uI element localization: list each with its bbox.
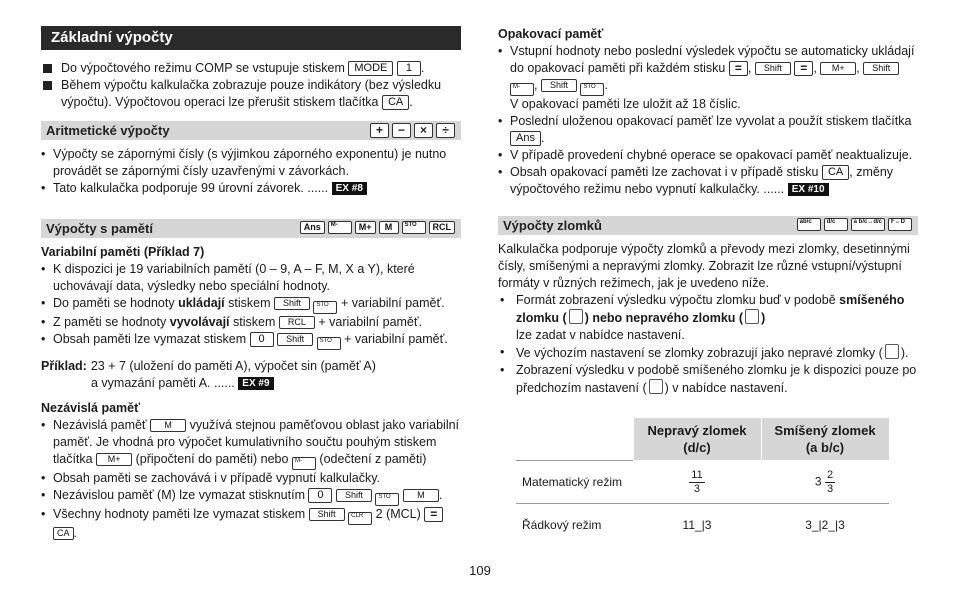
ans-key: Ans bbox=[300, 221, 325, 234]
equals-key: = bbox=[794, 61, 813, 76]
bullet-text: Nezávislá paměť bbox=[53, 418, 147, 432]
bullet-text: , změny výpočtového režimu nebo vypnutí kalkulačky. ...... bbox=[510, 165, 894, 196]
intro-text: Do výpočtového režimu COMP se vstupuje stiskem bbox=[61, 61, 345, 75]
section-heading-arithmetic bbox=[41, 121, 461, 140]
whole-part: 3 bbox=[814, 474, 822, 489]
independent-memory-heading: Nezávislá paměť bbox=[41, 401, 141, 415]
repeat-bullet-3: • V případě provedení chybné operace se opakovací paměť neaktualizuje. bbox=[498, 147, 918, 164]
fraction-keys bbox=[797, 218, 912, 231]
ab-c-to-d-c-key: a b/c↔d/c bbox=[851, 218, 885, 231]
var-bullet-2 bbox=[41, 295, 461, 314]
denominator: 3 bbox=[826, 482, 834, 495]
bullet-text: . bbox=[540, 131, 545, 145]
shift-key: Shift bbox=[336, 489, 372, 502]
numerator: 2 bbox=[826, 468, 834, 481]
fraction-format-table bbox=[516, 417, 890, 546]
sto-key: STO bbox=[317, 337, 341, 350]
ind-bullet-3 bbox=[41, 487, 461, 506]
example-text: a vymazání paměti A. ...... bbox=[91, 376, 235, 390]
bullet-text: lze zadat v nabídce nastavení. bbox=[516, 328, 685, 342]
section-title: Výpočty zlomků bbox=[503, 218, 602, 233]
zero-key: 0 bbox=[250, 332, 274, 347]
sto-key: STO bbox=[580, 83, 604, 96]
zero-key: 0 bbox=[308, 488, 332, 503]
denominator: 3 bbox=[693, 482, 701, 495]
table-row bbox=[516, 461, 889, 504]
bullet-text: . bbox=[73, 526, 77, 540]
bullet-text: stiskem bbox=[228, 296, 271, 310]
shift-key: Shift bbox=[274, 297, 310, 310]
m-plus-key: M+ bbox=[820, 62, 856, 75]
bullet-text: Obsah opakovací paměti lze zachovat i v případě stisku bbox=[510, 165, 819, 179]
m-plus-key: M+ bbox=[96, 453, 132, 466]
plus-key: + bbox=[370, 123, 389, 138]
variable-memory-heading: Variabilní paměti (Příklad 7) bbox=[41, 245, 205, 259]
improper-fraction bbox=[689, 469, 704, 496]
example-badge: EX #8 bbox=[332, 182, 367, 195]
col-improper-header bbox=[633, 418, 761, 461]
page-number: 109 bbox=[469, 563, 491, 578]
bullet-text: + variabilní paměť. bbox=[344, 332, 448, 346]
ind-bullet-4 bbox=[41, 506, 461, 542]
col-mixed-header bbox=[761, 418, 889, 461]
row-label: Řádkový režim bbox=[516, 504, 633, 547]
section-heading-fractions bbox=[498, 216, 918, 235]
ind-bullet-2: • Obsah paměti se zachovává i v případě vypnutí kalkulačky. bbox=[41, 470, 461, 487]
f-to-d-key: F↔D bbox=[888, 218, 912, 231]
arith-bullet-1: • Výpočty se zápornými čísly (s výjimkou záporného exponentu) je nutno provádět se zápornými čísly uzavřenými v závorkách. bbox=[41, 146, 461, 180]
bullet-text: (připočtení do paměti) nebo bbox=[135, 452, 289, 466]
section-title: Aritmetické výpočty bbox=[46, 123, 170, 138]
m-key: M bbox=[403, 489, 439, 502]
intro-text: Během výpočtu kalkulačka zobrazuje pouze indikátory (bez výsledku výpočtu). Výpočtovou operaci lze přerušit stiskem tlačítka bbox=[61, 78, 442, 109]
improper-fraction-icon bbox=[885, 344, 899, 359]
bullet-text: využívá stejnou paměťovou oblast jako variabilní paměť. Je vhodná pro výpočet kumulativního součtu pouhým stiskem tlačítka bbox=[53, 418, 460, 466]
bullet-text: Formát zobrazení výsledku výpočtu zlomku buď v podobě bbox=[516, 293, 836, 307]
m-key: M bbox=[150, 419, 186, 432]
table-cell: 3_|2_|3 bbox=[761, 504, 889, 547]
bullet-bold: ) nebo nepravého zlomku ( bbox=[584, 311, 744, 325]
divide-key: ÷ bbox=[436, 123, 455, 138]
bullet-text: V opakovací paměti lze uložit až 18 číslic. bbox=[510, 97, 741, 111]
repeat-bullet-1: • Vstupní hodnoty nebo poslední výsledek výpočtu se automaticky ukládají do opakovací paměti při každém stisku = , Shift = , M+ , Shift M- , Shift STO . V opakovací paměti lze uložit až 18 číslic. bbox=[498, 43, 918, 113]
intro-post: . bbox=[409, 95, 413, 109]
m-minus-key: M- bbox=[328, 221, 352, 234]
bullet-text: ) v nabídce nastavení. bbox=[664, 381, 788, 395]
example-text: 23 + 7 (uložení do paměti A), výpočet sin (paměť A) bbox=[90, 359, 376, 373]
bullet-text: Zobrazení výsledku v podobě smíšeného zlomku je k dispozici pouze po předchozím nastavení ( bbox=[516, 363, 917, 395]
ab-c-key: ab/c bbox=[797, 218, 821, 231]
section-heading-memory bbox=[41, 219, 461, 238]
one-key: 1 bbox=[397, 61, 421, 76]
fraction-bullet-2 bbox=[498, 344, 918, 362]
bullet-text: Ve výchozím nastavení se zlomky zobrazují jako nepravé zlomky ( bbox=[516, 346, 883, 360]
table-cell: 11_|3 bbox=[633, 504, 761, 547]
bullet-text: Vstupní hodnoty nebo poslední výsledek výpočtu se automaticky ukládají do opakovací paměti při každém stisku bbox=[510, 44, 915, 75]
shift-key: Shift bbox=[541, 79, 577, 92]
example-line-1 bbox=[41, 358, 461, 375]
bullet-bold: ukládají bbox=[178, 296, 225, 310]
sto-key: STO bbox=[402, 221, 426, 234]
table-row bbox=[516, 504, 889, 547]
ans-key: Ans bbox=[510, 131, 541, 146]
sto-key: STO bbox=[313, 301, 337, 314]
mode-key: MODE bbox=[348, 61, 393, 76]
table-cell bbox=[761, 461, 889, 504]
bullet-text: ). bbox=[900, 346, 909, 360]
col-header-sub: (d/c) bbox=[683, 440, 711, 455]
arith-text: Tato kalkulačka podporuje 99 úrovní závorek. ...... bbox=[53, 181, 329, 195]
intro-item-1 bbox=[41, 60, 461, 77]
bullet-text: Poslední uloženou opakovací paměť lze vyvolat a použít stiskem tlačítka bbox=[510, 114, 912, 128]
fraction-bullet-1 bbox=[498, 292, 918, 344]
bullet-text: Do paměti se hodnoty bbox=[53, 296, 175, 310]
mixed-fraction-icon bbox=[569, 309, 583, 324]
var-bullet-3 bbox=[41, 314, 461, 331]
m-plus-key: M+ bbox=[355, 221, 376, 234]
bullet-text: + variabilní paměť. bbox=[318, 315, 423, 329]
sto-key: STO bbox=[375, 493, 399, 506]
repeat-bullet-2 bbox=[498, 113, 918, 147]
var-bullet-4 bbox=[41, 331, 461, 350]
shift-key: Shift bbox=[863, 62, 899, 75]
col-header-sub: (a b/c) bbox=[805, 440, 845, 455]
ca-key: CA bbox=[53, 527, 74, 540]
times-key: × bbox=[414, 123, 433, 138]
var-bullet-1: • K dispozici je 19 variabilních pamětí (0 – 9, A – F, M, X a Y), které uchovávají data, výsledky nebo speciální hodnoty. bbox=[41, 261, 461, 295]
right-column bbox=[498, 26, 918, 546]
mixed-fraction bbox=[825, 469, 835, 496]
example-badge: EX #9 bbox=[238, 377, 273, 390]
repeat-memory-heading: Opakovací paměť bbox=[498, 27, 604, 41]
m-key: M bbox=[379, 221, 399, 234]
intro-item-2 bbox=[41, 77, 461, 111]
bullet-bold: ) bbox=[761, 311, 766, 325]
equals-key: = bbox=[729, 61, 748, 76]
left-column bbox=[41, 26, 461, 542]
repeat-bullet-4 bbox=[498, 164, 918, 198]
bullet-text: . bbox=[438, 488, 443, 502]
bullet-bold: vyvolávají bbox=[169, 315, 230, 329]
example-line-2 bbox=[41, 375, 461, 392]
bullet-text: Z paměti se hodnoty bbox=[53, 315, 167, 329]
main-title: Základní výpočty bbox=[41, 26, 461, 50]
m-minus-key: M- bbox=[510, 83, 534, 96]
bullet-text: stiskem bbox=[233, 315, 276, 329]
mixed-fraction-icon bbox=[649, 379, 663, 394]
numerator: 11 bbox=[691, 468, 703, 481]
example-block bbox=[41, 358, 461, 392]
ind-bullet-1 bbox=[41, 417, 461, 470]
bullet-text: Všechny hodnoty paměti lze vymazat stiskem bbox=[53, 507, 306, 521]
arith-keys bbox=[370, 123, 455, 138]
bullet-text: + variabilní paměť. bbox=[340, 296, 445, 310]
arith-bullet-2 bbox=[41, 180, 461, 197]
fractions-intro: Kalkulačka podporuje výpočty zlomků a převody mezi zlomky, desetinnými čísly, smíšenými a nepravými zlomky. Zobrazit lze různé vstupní/výstupní formáty v různých režimech, jak je uvedeno níže. bbox=[498, 242, 910, 290]
minus-key: − bbox=[392, 123, 411, 138]
example-label: Příklad: bbox=[41, 359, 87, 373]
equals-key: = bbox=[424, 507, 443, 522]
row-label: Matematický režim bbox=[516, 461, 633, 504]
clr-key: CLR bbox=[348, 512, 372, 525]
shift-key: Shift bbox=[277, 333, 313, 346]
ca-key: CA bbox=[822, 165, 849, 180]
bullet-text: 2 (MCL) bbox=[375, 507, 421, 521]
table-header-row bbox=[516, 418, 889, 461]
bullet-bold: smíšeného zlomku ( bbox=[516, 293, 905, 325]
bullet-text: Obsah paměti lze vymazat stiskem bbox=[53, 332, 247, 346]
intro-post: . bbox=[420, 61, 425, 75]
shift-key: Shift bbox=[755, 62, 791, 75]
memory-keys bbox=[300, 221, 455, 234]
improper-fraction-icon bbox=[745, 309, 759, 324]
shift-key: Shift bbox=[309, 508, 345, 521]
rcl-key: RCL bbox=[429, 221, 456, 234]
table-cell bbox=[633, 461, 761, 504]
m-minus-key: M- bbox=[292, 457, 316, 470]
bullet-text: (odečtení z paměti) bbox=[319, 452, 427, 466]
ca-key: CA bbox=[382, 95, 409, 110]
bullet-text: Nezávislou paměť (M) lze vymazat stisknutím bbox=[53, 488, 305, 502]
table-corner bbox=[516, 418, 633, 461]
section-title: Výpočty s pamětí bbox=[46, 221, 153, 236]
example-badge: EX #10 bbox=[788, 183, 829, 196]
col-header-text: Nepravý zlomek bbox=[647, 423, 747, 438]
d-c-key: d/c bbox=[824, 218, 848, 231]
rcl-key: RCL bbox=[279, 316, 315, 329]
col-header-text: Smíšený zlomek bbox=[774, 423, 876, 438]
fraction-bullet-3 bbox=[498, 362, 918, 397]
